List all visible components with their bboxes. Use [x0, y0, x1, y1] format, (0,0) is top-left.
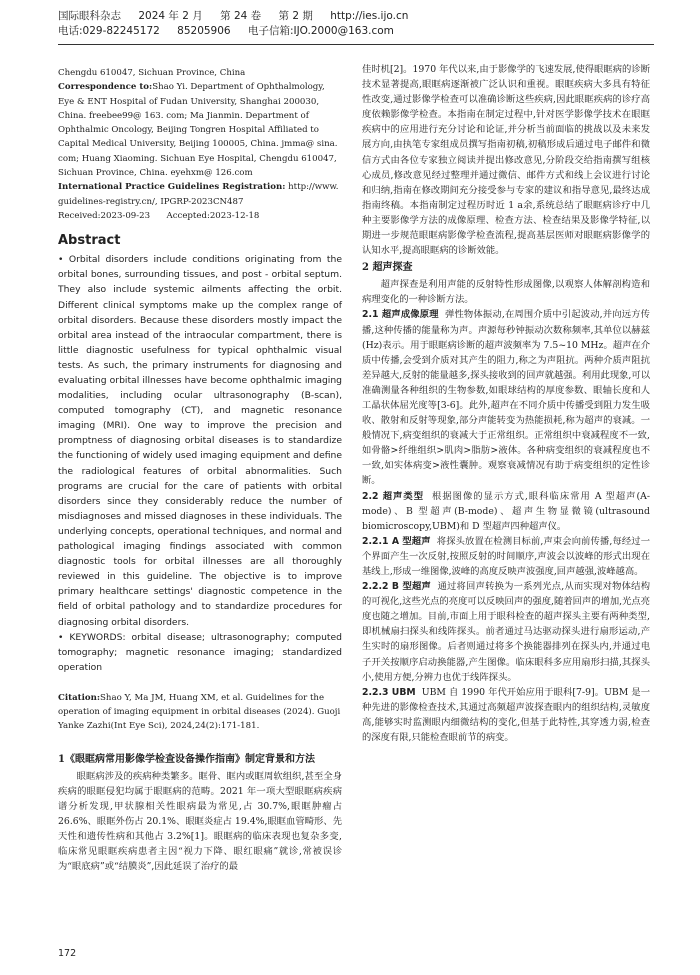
- section-2-1-text: 弹性物体振动,在周围介质中引起波动,并向远方传播,这种传播的能量称为声。声源每秒钟振动次数称频率,其单位以赫兹(Hz)表示。用于眼眶病诊断的超声波频率为 7.5~10 MHz。超声在介质中传播,会受到介质对其产生的阻力,称之为声阻抗。两种介质声阻抗差异越大,反射的能量越多,探头接收到的回声就越强。利用此现象,可以准确测量各种组织的生物参数,如眼球结构的厚度参数、眼轴长度和人工晶状体屈光度等[3-6]。此外,超声在不同介质中传播受到阻力发生吸收、散射和反射等现象,部分声能转变为热能损耗,称为超声的衰减。一般情况下,病变组织的衰减大于正常组织。正常组织中衰减程度不一致,如骨骼>纤维组织>肌肉>脂肪>液体。各种病变组织的衰减程度也不一致,如实体病变>液性囊肿。观察衰减情况有助于病变组织的定性诊断。: [362, 309, 650, 487]
- citation-label: Citation:: [58, 692, 101, 703]
- registration-text: http://www. guidelines-registry.cn/, IPGRP-2023CN487: [58, 182, 339, 207]
- received-date: Received:2023-09-23: [58, 210, 151, 221]
- section-2-2-3-text: UBM 自 1990 年代开始应用于眼科[7-9]。UBM 是一种先进的影像检查技术,其通过高频超声波探查眼内的组织结构,灵敏度高,能够实时监测眼内细微结构的变化,但基于此特性,其穿透力弱,检查的深度有限,只能检查眼前节的病变。: [362, 686, 650, 744]
- section-2-2-3-label: 2.2.3 UBM: [362, 686, 416, 698]
- section-2-2-label: 2.2 超声类型: [362, 490, 425, 502]
- left-column: [58, 66, 342, 874]
- section-2-2: [362, 489, 650, 534]
- correspondence-label: Correspondence to:: [58, 82, 153, 93]
- section-1-title: 1《眼眶病常用影像学检查设备操作指南》制定背景和方法: [58, 753, 315, 765]
- section-2-2-2-label: 2.2.2 B 型超声: [362, 581, 432, 593]
- correspondence-text: Shao Yi. Department of Ophthalmology, Eye & ENT Hospital of Fudan University, Shanghai 200030, China. freebee99@ 163. com; Ma Jianmin. Department of Ophthalmic Oncology, Beijing Tongren Hospital Affiliated to Capital Medical University, Beijing 100005, China. jmma@ sina. com; Huang Xiaoming. Sichuan Eye Hospital, Chengdu 610047, Sichuan Province, China. eyehxm@ 126.com: [58, 82, 338, 179]
- section-2-2-1-text: 将探头放置在检测目标前,声束会向前传播,每经过一个界面产生一次反射,按照反射的时间顺序,声波会以波峰的形式出现在基线上,形成一维图像,波峰的高度反映声波强度,回声越强,波峰越高。: [362, 535, 650, 577]
- citation: [58, 691, 342, 734]
- phone: 电话:029-82245172: [58, 25, 160, 37]
- section-2-1-label: 2.1 超声成像原理: [362, 309, 439, 321]
- journal-url[interactable]: http://ies.ijo.cn: [330, 10, 409, 22]
- intro-continued: 佳时机[2]。1970 年代以来,由于影像学的飞速发展,使得眼眶病的诊断技术显著提高,眼眶病逐渐被广泛认识和重视。眼眶疾病大多具有特征性改变,通过影像学检查可以准确诊断这些疾病,因此眼眶疾病的诊疗高度依赖影像学检查。本指南在制定过程中,针对医学影像学技术在眼眶疾病中的应用进行充分讨论和论证,并分析当前面临的挑战以及未来发展方向,由执笔专家组成员撰写指南初稿,初稿形成后通过电子邮件和微信方式由各位专家独立阅读并提出修改意见,分阶段交给指南撰写组核心成员,修改意见经过整理并通过微信、邮件方式和线上会议进行讨论和归纳,指南在修改期间充分接受参与专家的建议和指导意见,最终达成指南终稿。本指南制定过程历时近 1 a余,系统总结了眼眶病诊疗中几种主要影像学方法的成像原理、检查方法、检查结果及影像学特征,以期进一步规范眼眶病影像学检查流程,提高基层医师对眼眶病影像学的认知水平,提高眼眶病的诊断效能。: [362, 64, 650, 257]
- section-2-2-text: 根据图像的显示方式,眼科临床常用 A 型超声(A-mode)、B 型超声(B-mode)、超声生物显微镜(ultrasound biomicroscopy,UBM)和 D 型超声四种超声仪。: [362, 490, 650, 532]
- phone-2: 85205906: [177, 25, 231, 37]
- page-number: 172: [58, 948, 77, 959]
- dates: [58, 209, 342, 223]
- volume: 第 24 卷: [220, 10, 262, 22]
- issue-date: 2024 年 2 月: [138, 10, 203, 22]
- abstract-heading: Abstract: [58, 233, 121, 249]
- affiliation-line: Chengdu 610047, Sichuan Province, China: [58, 68, 246, 78]
- section-2-title: 2 超声探查: [362, 262, 413, 274]
- right-column: [362, 62, 650, 745]
- section-1: [58, 752, 342, 875]
- registration-label: International Practice Guidelines Registration:: [58, 182, 286, 193]
- journal-header: [58, 9, 648, 39]
- correspondence: [58, 80, 342, 180]
- section-2-2-2: [362, 579, 650, 685]
- section-2-intro: 超声探查是利用声能的反射特性形成图像,以观察人体解剖构造和病理变化的一种诊断方法。: [362, 279, 650, 306]
- header-row-1: [58, 9, 648, 24]
- section-2-1: [362, 307, 650, 488]
- issue: 第 2 期: [278, 10, 313, 22]
- citation-text: Shao Y, Ma JM, Huang XM, et al. Guidelines for the operation of imaging equipment in orbital diseases (2024). Guoji Yanke Zazhi(Int Eye Sci), 2024,24(2):171-181.: [58, 692, 341, 732]
- header-row-2: [58, 24, 648, 39]
- section-2-2-2-text: 通过将回声转换为一系列光点,从而实现对物体结构的可视化,这些光点的亮度可以反映回声的强度,随着回声的增加,光点亮度也随之增加。目前,市面上用于眼科检查的超声探头主要有两种类型,即机械扇扫探头和线阵探头。前者通过马达驱动探头进行扇形运动,产生实时的扇形图像。后者则通过将多个换能器排列在探头内,并通过电子开关按顺序启动换能器,产生图像。临床眼科多应用扇形扫描,其探头小,使用方便,分辨力也优于线阵探头。: [362, 581, 650, 683]
- journal-name: 国际眼科杂志: [58, 10, 121, 22]
- abstract-text: • Orbital disorders include conditions originating from the orbital bones, surrounding tissues, and post - orbital septum. They also include systemic ailments affecting the orbit. Different clinical symptoms make up the complex range of orbital disorders. Because these disorders mostly impact the orbital area instead of the intraocular compartment, there is little diagnostic usefulness for typical ophthalmic visual tests. As such, the primary instruments for diagnosing and evaluating orbital illnesses have become ophthalmic imaging modalities, including ocular ultrasonography (B-scan), computed tomography (CT), and magnetic resonance imaging (MRI). One way to improve the precision and promptness of diagnosing orbital diseases is to standardize the functioning of widely used imaging equipment and define the radiological features of orbital abnormalities. Such programs are crucial for the care of patients with orbital disorders since they considerably reduce the number of misdiagnoses and missed diagnoses in these individuals. The underlying concepts, operational techniques, and normal and pathological imaging findings associated with common diagnostic tools for orbital illnesses are all thoroughly reviewed in this guideline. The objective is to improve primary healthcare settings' diagnostic competence in the field of orbital pathology and to standardize procedures for diagnosing orbital disorders.: [58, 254, 342, 628]
- section-2-2-3: [362, 685, 650, 745]
- section-1-text: 眼眶病涉及的疾病种类繁多。眶骨、眶内或眶周软组织,甚至全身疾病的眼眶侵犯均属于眼眶病的范畴。2021 年一项大型眼眶病疾病谱分析发现,甲状腺相关性眼病最为常见,占 30.7%,眼眶肿瘤占 26.6%、眼眶外伤占 20.1%、眼眶炎症占 19.4%,眼眶血管畸形、先天性和遗传性病和其他占 3.2%[1]。眼眶病的临床表现也复杂多变,临床常见眼眶疾病患者主因“视力下降、眼红眼痛”就诊,常被误诊为“眼底病”或“结膜炎”,因此延误了治疗的最: [58, 770, 342, 873]
- accepted-date: Accepted:2023-12-18: [166, 210, 260, 221]
- section-2-2-1-label: 2.2.1 A 型超声: [362, 535, 431, 547]
- registration: [58, 180, 342, 209]
- keywords: • KEYWORDS: orbital disease; ultrasonography; computed tomography; magnetic resonance imaging; standardized operation: [58, 631, 342, 673]
- email[interactable]: 电子信箱:IJO.2000@163.com: [247, 25, 394, 37]
- header-divider: [58, 44, 654, 45]
- affiliation-block: [58, 66, 342, 223]
- section-2-2-1: [362, 534, 650, 579]
